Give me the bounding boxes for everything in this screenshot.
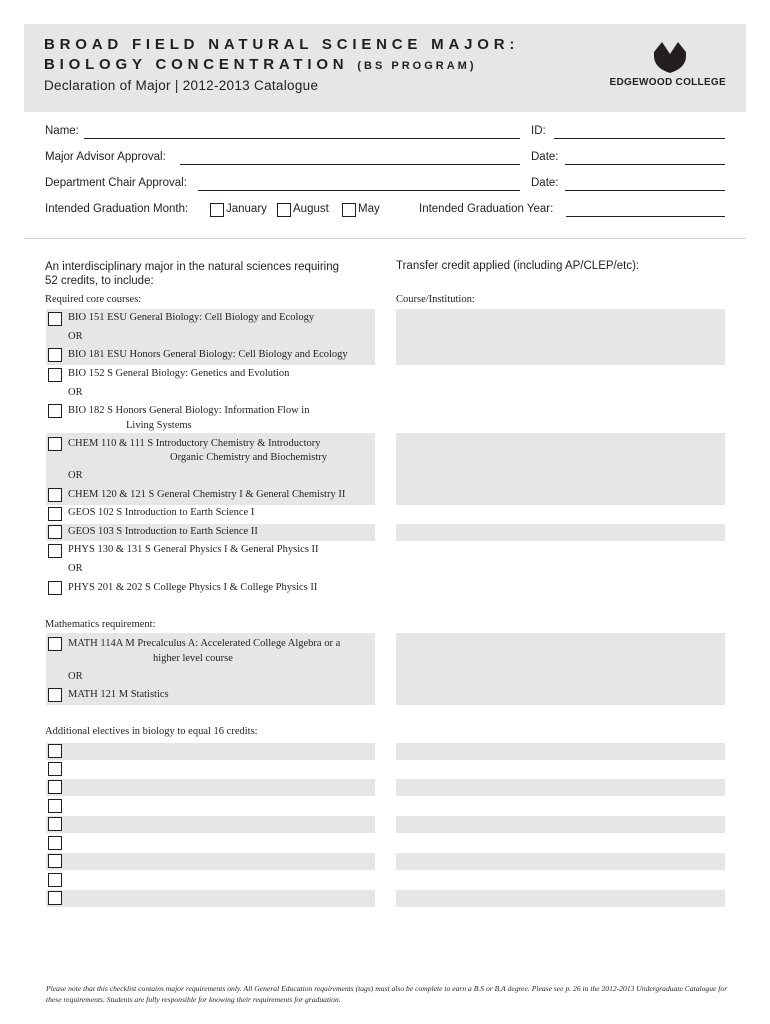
or-label: OR bbox=[68, 331, 83, 342]
phys201-checkbox[interactable] bbox=[48, 581, 62, 595]
page-subtitle: Declaration of Major | 2012-2013 Catalogue bbox=[44, 78, 319, 93]
id-label: ID: bbox=[531, 125, 546, 137]
elective-row-1[interactable] bbox=[46, 743, 375, 760]
math121-checkbox[interactable] bbox=[48, 688, 62, 702]
chair-label: Department Chair Approval: bbox=[45, 177, 187, 189]
january-label: January bbox=[226, 203, 267, 215]
chem110-course-cont: Organic Chemistry and Biochemistry bbox=[170, 452, 327, 463]
transfer-box-math[interactable] bbox=[396, 633, 725, 705]
chair-date-field[interactable] bbox=[565, 190, 725, 191]
advisor-label: Major Advisor Approval: bbox=[45, 151, 166, 163]
elective-row-3[interactable] bbox=[46, 779, 375, 796]
bio151-checkbox[interactable] bbox=[48, 312, 62, 326]
transfer-box-chem[interactable] bbox=[396, 433, 725, 505]
august-label: August bbox=[293, 203, 329, 215]
transfer-heading: Transfer credit applied (including AP/CLEP/etc): bbox=[396, 260, 640, 272]
geos103-course: GEOS 103 S Introduction to Earth Science II bbox=[68, 526, 258, 537]
elective-checkbox-5[interactable] bbox=[48, 817, 62, 831]
chem120-course: CHEM 120 & 121 S General Chemistry I & General Chemistry II bbox=[68, 489, 346, 500]
month-label: Intended Graduation Month: bbox=[45, 203, 189, 215]
geos103-checkbox[interactable] bbox=[48, 525, 62, 539]
elective-checkbox-9[interactable] bbox=[48, 891, 62, 905]
may-label: May bbox=[358, 203, 380, 215]
elective-checkbox-6[interactable] bbox=[48, 836, 62, 850]
elective-transfer-row-1[interactable] bbox=[396, 743, 725, 760]
elective-checkbox-3[interactable] bbox=[48, 780, 62, 794]
bio181-course: BIO 181 ESU Honors General Biology: Cell Biology and Ecology bbox=[68, 349, 348, 360]
august-checkbox[interactable] bbox=[277, 203, 291, 217]
chair-date-label: Date: bbox=[531, 177, 559, 189]
chair-field[interactable] bbox=[198, 190, 520, 191]
title-line-1: BROAD FIELD NATURAL SCIENCE MAJOR: bbox=[44, 36, 520, 53]
geos102-course: GEOS 102 S Introduction to Earth Science I bbox=[68, 507, 255, 518]
header-banner bbox=[24, 24, 746, 112]
college-shield-icon bbox=[652, 40, 688, 74]
or-label: OR bbox=[68, 470, 83, 481]
elective-checkbox-1[interactable] bbox=[48, 744, 62, 758]
math114a-course-cont: higher level course bbox=[153, 653, 233, 664]
elective-checkbox-7[interactable] bbox=[48, 854, 62, 868]
year-label: Intended Graduation Year: bbox=[419, 203, 554, 215]
id-field[interactable] bbox=[554, 138, 725, 139]
college-name: EDGEWOOD COLLEGE bbox=[609, 77, 726, 88]
elective-row-5[interactable] bbox=[46, 816, 375, 833]
year-field[interactable] bbox=[566, 216, 725, 217]
geos102-checkbox[interactable] bbox=[48, 507, 62, 521]
phys130-checkbox[interactable] bbox=[48, 544, 62, 558]
bio152-checkbox[interactable] bbox=[48, 368, 62, 382]
may-checkbox[interactable] bbox=[342, 203, 356, 217]
elective-row-9[interactable] bbox=[46, 890, 375, 907]
title-program: (BS PROGRAM) bbox=[357, 60, 477, 72]
elective-row-7[interactable] bbox=[46, 853, 375, 870]
electives-label: Additional electives in biology to equal 16 credits: bbox=[45, 726, 258, 737]
elective-transfer-row-7[interactable] bbox=[396, 853, 725, 870]
transfer-box-bio1[interactable] bbox=[396, 309, 725, 365]
name-label: Name: bbox=[45, 125, 79, 137]
bio181-checkbox[interactable] bbox=[48, 348, 62, 362]
phys201-course: PHYS 201 & 202 S College Physics I & College Physics II bbox=[68, 582, 318, 593]
required-courses-label: Required core courses: bbox=[45, 294, 142, 305]
advisor-date-label: Date: bbox=[531, 151, 559, 163]
intro-line-2: 52 credits, to include: bbox=[45, 275, 154, 287]
transfer-box-geos103[interactable] bbox=[396, 524, 725, 541]
or-label: OR bbox=[68, 671, 83, 682]
math121-course: MATH 121 M Statistics bbox=[68, 689, 169, 700]
title-line-2 bbox=[44, 56, 477, 73]
phys130-course: PHYS 130 & 131 S General Physics I & General Physics II bbox=[68, 544, 319, 555]
intro-text bbox=[45, 260, 339, 288]
elective-transfer-row-5[interactable] bbox=[396, 816, 725, 833]
elective-checkbox-8[interactable] bbox=[48, 873, 62, 887]
math114a-checkbox[interactable] bbox=[48, 637, 62, 651]
elective-transfer-row-9[interactable] bbox=[396, 890, 725, 907]
january-checkbox[interactable] bbox=[210, 203, 224, 217]
elective-transfer-row-3[interactable] bbox=[396, 779, 725, 796]
footnote: Please note that this checklist contains major requirements only. All General Education requirements (tags) must also be complete to earn a B.S or B.A degree. Please see p. 26 in the 2012-2013 Undergraduate Catalogue for these requirements. Students are fully responsible for knowing their requirements for graduation. bbox=[46, 984, 728, 1004]
advisor-field[interactable] bbox=[180, 164, 520, 165]
bio151-course: BIO 151 ESU General Biology: Cell Biology and Ecology bbox=[68, 312, 315, 323]
section-divider bbox=[24, 238, 746, 239]
intro-line-1: An interdisciplinary major in the natural sciences requiring bbox=[45, 261, 340, 273]
bio152-course: BIO 152 S General Biology: Genetics and Evolution bbox=[68, 368, 290, 379]
bio182-checkbox[interactable] bbox=[48, 404, 62, 418]
bio182-course-cont: Living Systems bbox=[126, 420, 192, 431]
title-concentration: BIOLOGY CONCENTRATION bbox=[44, 56, 349, 73]
elective-checkbox-4[interactable] bbox=[48, 799, 62, 813]
elective-checkbox-2[interactable] bbox=[48, 762, 62, 776]
chem120-checkbox[interactable] bbox=[48, 488, 62, 502]
name-field[interactable] bbox=[84, 138, 520, 139]
or-label: OR bbox=[68, 387, 83, 398]
bio182-course: BIO 182 S Honors General Biology: Information Flow in bbox=[68, 405, 310, 416]
advisor-date-field[interactable] bbox=[565, 164, 725, 165]
chem110-course: CHEM 110 & 111 S Introductory Chemistry & Introductory bbox=[68, 438, 321, 449]
math-requirement-label: Mathematics requirement: bbox=[45, 619, 156, 630]
or-label: OR bbox=[68, 563, 83, 574]
course-institution-label: Course/Institution: bbox=[396, 294, 475, 305]
chem110-checkbox[interactable] bbox=[48, 437, 62, 451]
math114a-course: MATH 114A M Precalculus A: Accelerated College Algebra or a bbox=[68, 638, 341, 649]
